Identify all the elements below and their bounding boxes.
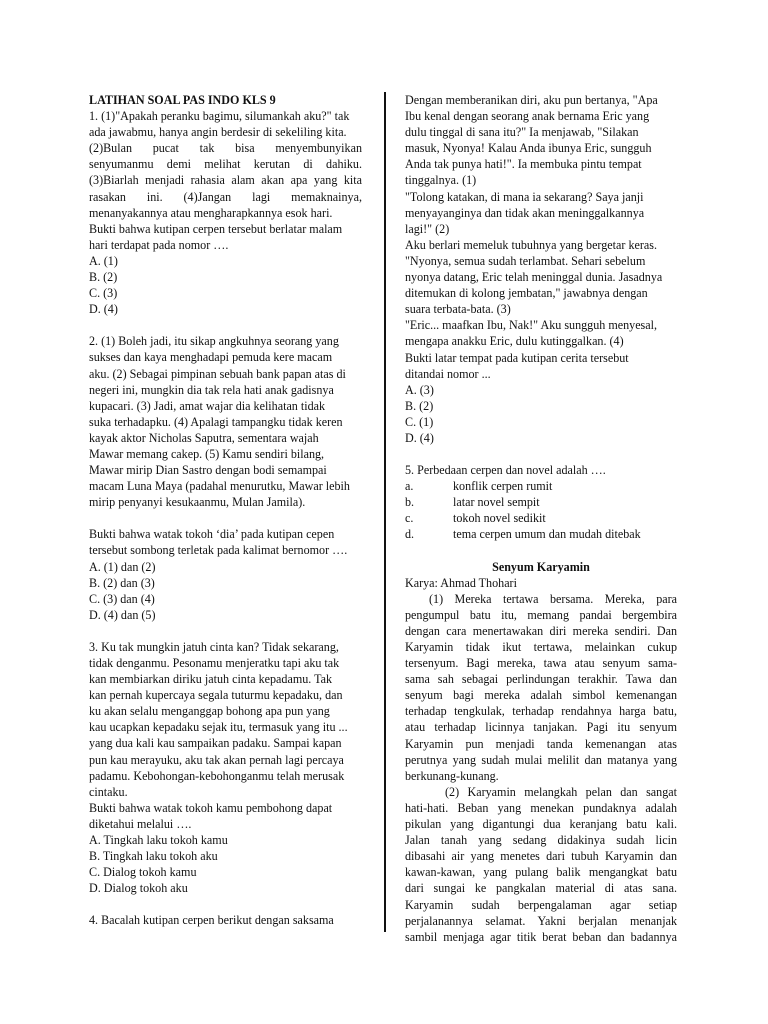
page-title: LATIHAN SOAL PAS INDO KLS 9 — [89, 93, 276, 107]
text-line: Ibu kenal dengan seorang anak bernama Eric yang — [405, 109, 650, 124]
option-letter: c. — [405, 511, 414, 526]
text-line: (1) Mereka tertawa bersama. Mereka, para — [429, 591, 677, 606]
text-line: mengapa anakku Eric, dulu kutinggalkan. (4) — [405, 334, 624, 349]
text-line: Jalan tanah yang sedang didakinya sudah licin — [405, 833, 677, 848]
story-title: Senyum Karyamin — [492, 559, 590, 574]
text-line: Mawar memang cakep. (5) Kamu sendiri bilang, — [89, 446, 325, 461]
text-line: yang dua kali kau sampaikan padaku. Sampai kapan — [89, 736, 342, 751]
text-line: kan membiarkan diriku jatuh cinta kepadamu. Tak — [89, 672, 333, 687]
text-line: B. (2) dan (3) — [89, 575, 155, 590]
text-line: tersenyum. Bagi mereka, tawa atau senyum sama- — [405, 656, 677, 671]
text-line: Karyamin tidak ikut tertawa, melainkan cukup — [405, 640, 677, 654]
text-line: D. Dialog tokoh aku — [89, 881, 188, 896]
text-line: masuk, Nyonya! Kalau Anda ibunya Eric, sungguh — [405, 141, 652, 156]
option-text: tokoh novel sedikit — [453, 511, 546, 526]
text-line: mirip penyanyi kesukaanmu, Mulan Jamila). — [89, 495, 306, 510]
text-line: Karyamin sudah berpengalaman agar setiap — [405, 897, 677, 912]
text-line: "Eric... maafkan Ibu, Nak!" Aku sungguh menyesal, — [405, 318, 658, 333]
text-line: ditemukan di kolong jembatan," jawabnya dengan — [405, 286, 648, 301]
text-line: B. (2) — [89, 270, 118, 285]
text-line: tinggalnya. (1) — [405, 173, 477, 188]
text-line: atau terhadap licinnya tanjakan. Pagi itu senyum — [405, 720, 677, 735]
column-divider — [384, 92, 386, 932]
text-line: pikulan yang digantungi dua keranjang batu kali. — [405, 817, 677, 832]
text-line: 2. (1) Boleh jadi, itu sikap angkuhnya seorang yang — [89, 334, 339, 349]
text-line: rasakan ini. (4)Jangan lagi memaknainya, — [89, 189, 362, 204]
text-line: C. Dialog tokoh kamu — [89, 865, 197, 880]
text-line: perutnya yang sudah mulai melilit dan matanya yang — [405, 752, 677, 767]
option-text: latar novel sempit — [453, 495, 540, 510]
text-line: sambil menjaga agar titik berat beban dan badannya — [405, 929, 677, 944]
text-line: A. (1) dan (2) — [89, 559, 156, 574]
option-letter: b. — [405, 495, 415, 510]
text-line: 3. Ku tak mungkin jatuh cinta kan? Tidak sekarang, — [89, 639, 339, 654]
text-line: suara terbata-bata. (3) — [405, 302, 511, 317]
text-line: A. (1) — [89, 253, 118, 268]
text-line: D. (4) dan (5) — [89, 607, 156, 622]
text-line: lagi!" (2) — [405, 221, 450, 236]
text-line: (2) Karyamin melangkah pelan dan sangat — [445, 784, 677, 799]
text-line: (3)Biarlah menjadi rahasia alam akan apa yang kita — [89, 173, 362, 188]
text-line: hari terdapat pada nomor …. — [89, 237, 229, 252]
text-line: 1. (1)"Apakah peranku bagimu, silumankah aku?" tak — [89, 109, 350, 124]
text-line: Bukti bahwa kutipan cerpen tersebut berlatar malam — [89, 221, 343, 236]
option-text: tema cerpen umum dan mudah ditebak — [453, 527, 641, 542]
text-line: menyayanginya dan tidak akan meninggalkannya — [405, 205, 645, 220]
option-letter: a. — [405, 479, 414, 494]
text-line: Mawar mirip Dian Sastro dengan bodi semampai — [89, 463, 327, 478]
text-line: dengan cara menertawakan diri mereka sendiri. Dan — [405, 623, 677, 638]
text-line: dulu tinggal di sana itu?" Ia menjawab, "Silakan — [405, 125, 639, 140]
left-column — [89, 92, 362, 929]
text-line: tersebut sombong terletak pada kalimat bernomor …. — [89, 543, 348, 558]
text-line: kau ucapkan kepadaku sejak itu, termasuk yang itu ... — [89, 720, 348, 735]
spacer — [89, 317, 362, 333]
text-line: Dengan memberanikan diri, aku pun bertanya, "Apa — [405, 93, 658, 107]
text-line: C. (3) — [89, 286, 118, 301]
text-line: kan pernah kupercaya segala tuturmu kepadaku, dan — [89, 688, 343, 703]
text-line: dari sungai ke pangkalan material di atas sana. — [405, 881, 677, 896]
text-line: menanyakannya atau mengharapkannya esok hari. — [89, 205, 333, 220]
text-line: (2)Bulan pucat tak bisa menyembunyikan — [89, 141, 362, 156]
text-line: C. (1) — [405, 414, 434, 429]
spacer — [89, 896, 362, 912]
text-line: "Tolong katakan, di mana ia sekarang? Saya janji — [405, 189, 644, 204]
text-line: kawan-kawan, yang pulang balik mengangkat batu — [405, 865, 677, 880]
text-line: Anda tak punya hati!". Ia membuka pintu tempat — [405, 157, 642, 172]
text-line: tidak denganmu. Pesonamu menjeratku tapi aku tak — [89, 656, 340, 670]
text-line: macam Luna Maya (padahal menurutku, Mawar lebih — [89, 479, 350, 494]
spacer — [89, 510, 362, 526]
text-line: cintaku. — [89, 784, 128, 799]
text-line: Karyamin pun menjadi tanda kemenangan atas — [405, 736, 677, 751]
text-line: 5. Perbedaan cerpen dan novel adalah …. — [405, 463, 606, 478]
text-line: 4. Bacalah kutipan cerpen berikut dengan saksama — [89, 913, 334, 928]
text-line: suka terhadapku. (4) Apalagi tampangku tidak keren — [89, 414, 343, 429]
option-text: konflik cerpen rumit — [453, 479, 553, 494]
text-line: D. (4) — [405, 430, 434, 445]
text-line: pun kau merayuku, aku tak akan pernah lagi percaya — [89, 752, 344, 767]
text-line: Bukti bahwa watak tokoh ‘dia’ pada kutipan cepen — [89, 527, 335, 542]
spacer — [405, 543, 677, 559]
text-line: senyum bagi mereka adalah simbol kemenangan — [405, 688, 677, 703]
option-letter: d. — [405, 527, 415, 542]
text-line: senyumanmu demi melihat kerutan di dahiku. — [89, 157, 362, 172]
text-line: A. (3) — [405, 382, 434, 397]
text-line: nyonya datang, Eric telah meninggal dunia. Jasadnya — [405, 270, 663, 285]
text-line: aku. (2) Sebagai pimpinan sebuah bank papan atas di — [89, 366, 346, 381]
text-line: kupacari. (3) Jadi, amat wajar dia kelihatan tidak — [89, 398, 326, 413]
text-line: hati-hati. Beban yang menekan pundaknya adalah — [405, 800, 677, 815]
spacer — [405, 446, 677, 462]
text-line: B. Tingkah laku tokoh aku — [89, 849, 218, 864]
text-line: Aku berlari memeluk tubuhnya yang bergetar keras. — [405, 237, 657, 252]
right-column — [405, 92, 677, 945]
text-line: pengumpul batu itu, memang pandai bergembira — [405, 607, 677, 622]
spacer — [89, 623, 362, 639]
text-line: ditandai nomor ... — [405, 366, 491, 381]
option-line — [405, 478, 677, 494]
text-line: ku akan selalu menganggap bohong apa pun yang — [89, 704, 330, 719]
option-line — [405, 526, 677, 542]
text-line: Bukti latar tempat pada kutipan cerita tersebut — [405, 350, 629, 365]
text-line: sukses dan kaya menghadapi pemuda kere macam — [89, 350, 333, 365]
text-line: C. (3) dan (4) — [89, 591, 155, 606]
text-line: A. Tingkah laku tokoh kamu — [89, 833, 228, 848]
text-line: Karya: Ahmad Thohari — [405, 575, 517, 590]
text-line: kayak aktor Nicholas Saputra, sementara wajah — [89, 430, 319, 445]
text-line: D. (4) — [89, 302, 118, 317]
option-line — [405, 494, 677, 510]
text-line: diketahui melalui …. — [89, 816, 192, 831]
text-line: "Nyonya, semua sudah terlambat. Sehari sebelum — [405, 253, 646, 268]
text-line: dibasahi air yang menetes dari tubuh Karyamin dan — [405, 849, 677, 864]
text-line: ada jawabmu, hanya angin berdesir di sekeliling kita. — [89, 125, 347, 140]
text-line: B. (2) — [405, 398, 434, 413]
text-line: negeri ini, mungkin dia tak rela hati anak gadisnya — [89, 382, 334, 397]
text-line: sama sah sebagai perlindungan terakhir. Tawa dan — [405, 672, 677, 687]
text-line: Bukti bahwa watak tokoh kamu pembohong dapat — [89, 800, 333, 815]
option-line — [405, 510, 677, 526]
text-line: perjalanannya selamat. Yakni berjalan menanjak — [405, 913, 677, 928]
text-line: padamu. Kebohongan-kebohonganmu telah merusak — [89, 768, 345, 783]
text-line: terhadap tengkulak, terhadap rendahnya harga batu, — [405, 704, 677, 719]
text-line: berkunang-kunang. — [405, 768, 499, 783]
